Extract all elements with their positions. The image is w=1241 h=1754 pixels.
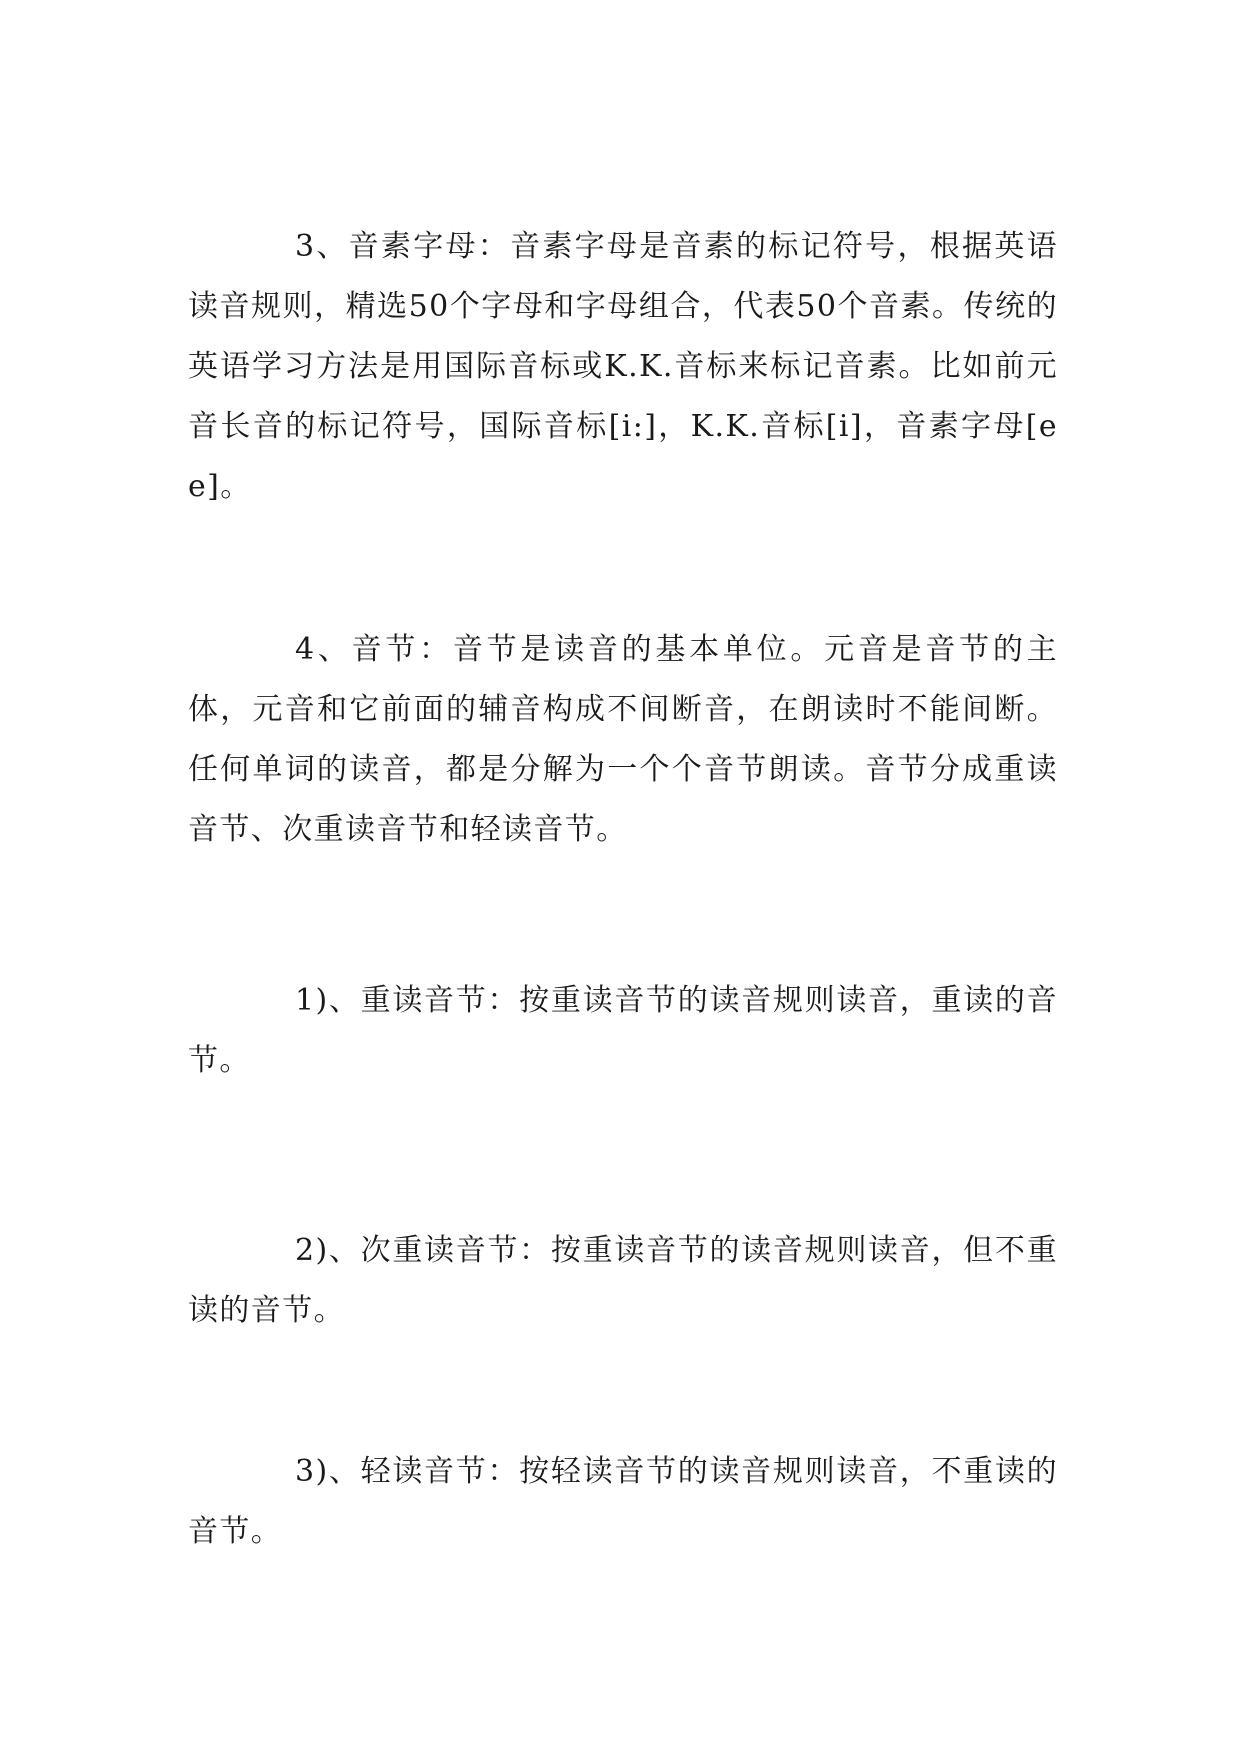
paragraph-unstressed-syllable: 3)、轻读音节：按轻读音节的读音规则读音，不重读的音节。 [188,1454,1058,1549]
paragraph-syllables: 4、音节：音节是读音的基本单位。元音是音节的主体，元音和它前面的辅音构成不间断音，在朗读时不能间断。任何单词的读音，都是分解为一个个音节朗读。音节分成重读音节、次重读音节和轻读音节。 [188,632,1058,847]
paragraph-stressed-syllable: 1)、重读音节：按重读音节的读音规则读音，重读的音节。 [188,983,1058,1078]
paragraph-secondary-stressed-syllable: 2)、次重读音节：按重读音节的读音规则读音，但不重读的音节。 [188,1233,1058,1328]
paragraph-phoneme-letters: 3、音素字母：音素字母是音素的标记符号，根据英语读音规则，精选50个字母和字母组合，代表50个音素。传统的英语学习方法是用国际音标或K.K.音标来标记音素。比如前元音长音的标记符号，国际音标[i:]，K.K.音标[i]，音素字母[ee]。 [188,229,1058,504]
